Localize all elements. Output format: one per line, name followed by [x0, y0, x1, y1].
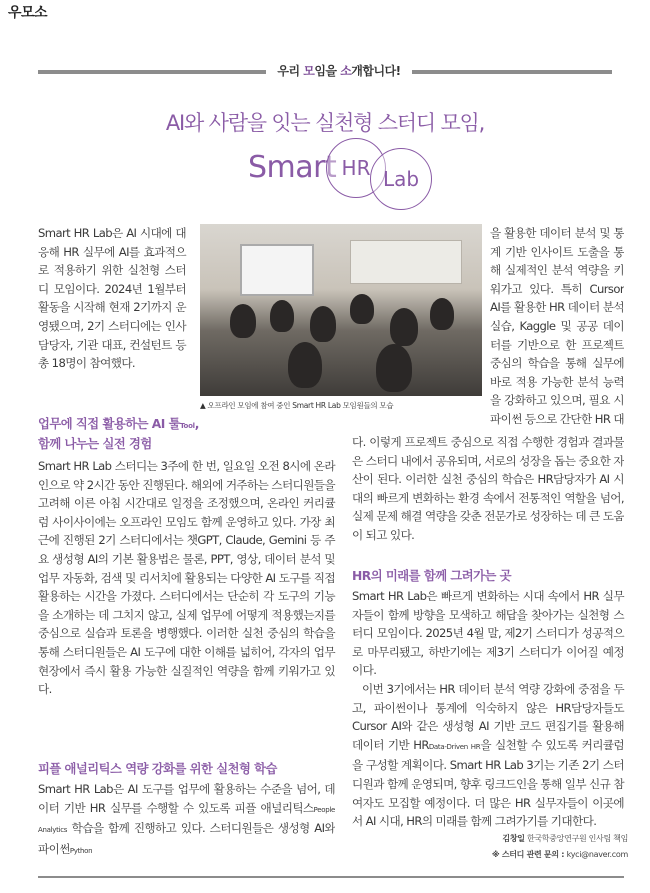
section2-body-end: 다. 이렇게 프로젝트 중심으로 직접 수행한 경험과 결과물은 스터디 내에서 공유되며, 서로의 성장을 돕는 중요한 자산이 된다. 이러한 실천 중심의 학습은 HR담당자가 AI 시대의 빠르게 변화하는 환경 속에서 전통적인 역할을 넘어, 실제 문제 해결 역량을 갖춘 전문가로 성장하는 데 큰 도움이 되고 있다. — [352, 435, 624, 542]
section1-body: Smart HR Lab 스터디는 3주에 한 번, 일요일 오전 8시에 온라인으로 약 2시간 동안 진행된다. 해외에 거주하는 스터디원들을 고려해 이른 아침 시간대로 일정을 조정했으며, 온라인 커리큘럼 사이사이에는 오프라인 모임도 함께 운영하고 있다. 가장 최근에 진행된 2기 스터디에서는 챗GPT, Claude, Gemini 등 주요 생성형 AI의 기본 활용법은 물론, PPT, 영상, 데이터 분석 및 업무 자동화, 검색 및 리서치에 활용되는 다양한 AI 도구를 직접 활용하는 시간을 가졌다. 스터디에서는 단순히 각 도구의 기능을 소개하는 데 그치지 않고, 실제 업무에 어떻게 적용했는지를 중심으로 실습과 토론을 병행했다. 이러한 실천 중심의 학습을 통해 스터디원들은 AI 도구에 대한 이해를 넓히어, 각자의 업무 현장에서 즉시 활용 가능한 실질적인 역량을 함께 키워가고 있다. — [38, 459, 335, 697]
brand-word-smart: Smart — [248, 150, 337, 185]
author-credit: 김창일 한국학중앙연구원 인사팀 책임 — [502, 834, 628, 843]
photo-whiteboard — [350, 240, 462, 284]
section2-body-start: Smart HR Lab은 AI 도구를 업무에 활용하는 수준을 넘어, 데이터 기반 HR 실무를 수행할 수 있도록 피플 애널리틱스People Analytics 학습을 함께 진행하고 있다. 스터디원들은 생성형 AI와 파이썬Python — [38, 782, 335, 856]
photo-caption: ▲ 오프라인 모임에 참여 중인 Smart HR Lab 모임원들의 모습 — [200, 401, 394, 410]
section3-body: Smart HR Lab은 빠르게 변화하는 시대 속에서 HR 실무자들이 함께 방향을 모색하고 해답을 찾아가는 실천형 스터디 모임이다. 2025년 4월 말, 제2기 스터디가 성공적으로 마무리됐고, 하반기에는 제3기 스터디가 이어질 예정이다. 이번 3기에서는 HR 데이터 분석 역량 강화에 중점을 두고, 파이썬이나 통계에 익숙하지 않은 HR담당자들도 Cursor AI와 같은 생성형 AI 기반 코드 편집기를 활용해 데이터 기반 HRData-Driven HR을 실천할 수 있도록 커리큘럼을 구성할 계획이다. Smart HR Lab 3기는 기존 2기 스터디원과 함께 운영되며, 향후 링크드인을 통해 일부 신규 참여자도 모집할 예정이다. 더 많은 HR 실무자들이 이곳에서 AI 시대, HR의 미래를 함께 그려가기를 기대한다. — [352, 589, 624, 829]
header-rule-right — [412, 70, 612, 74]
brand-circle-hr: HR — [326, 138, 386, 198]
photo-projector-screen — [240, 244, 314, 296]
section3-heading: HR의 미래를 함께 그려가는 곳 — [352, 569, 512, 583]
article-title: AI와 사람을 잇는 실천형 스터디 모임, — [165, 111, 485, 135]
intro-text: Smart HR Lab은 AI 시대에 대응해 HR 실무에 AI를 효과적으로 적용하기 위한 실천형 스터디 모임이다. 2024년 1월부터 활동을 시작해 현재 2기까지 운영됐으며, 2기 스터디에는 인사담당자, 기관 대표, 컨설턴트 등 총 18명이 참여했다. — [38, 226, 186, 371]
section-tag: 우모소 — [8, 5, 48, 21]
contact-info: ※ 스터디 관련 문의 : kyci@naver.com — [491, 850, 628, 859]
bottom-rule — [38, 876, 624, 878]
brand-circle-lab: Lab — [370, 148, 432, 210]
section2-body-continued: 을 활용한 데이터 분석 및 통계 기반 인사이트 도출을 통해 실제적인 분석 역량을 키워가고 있다. 특히 Cursor AI를 활용한 HR 데이터 분석 실습, Kaggle 및 공공 데이터를 기반으로 한 프로젝트 중심의 학습을 통해 실무에 바로 적용 가능한 분석 능력을 강화하고 있으며, 필요 시 파이썬 등으로 간단한 HR 대 — [490, 226, 624, 426]
section2-heading: 피플 애널리틱스 역량 강화를 위한 실천형 학습 — [38, 762, 277, 776]
header-rule-left — [38, 70, 266, 74]
section1-heading: 업무에 직접 활용하는 AI 툴Tool, 함께 나누는 실전 경험 — [38, 417, 199, 451]
study-group-photo — [200, 224, 482, 396]
kicker: 우리 모임을 소개합니다! — [277, 64, 401, 78]
